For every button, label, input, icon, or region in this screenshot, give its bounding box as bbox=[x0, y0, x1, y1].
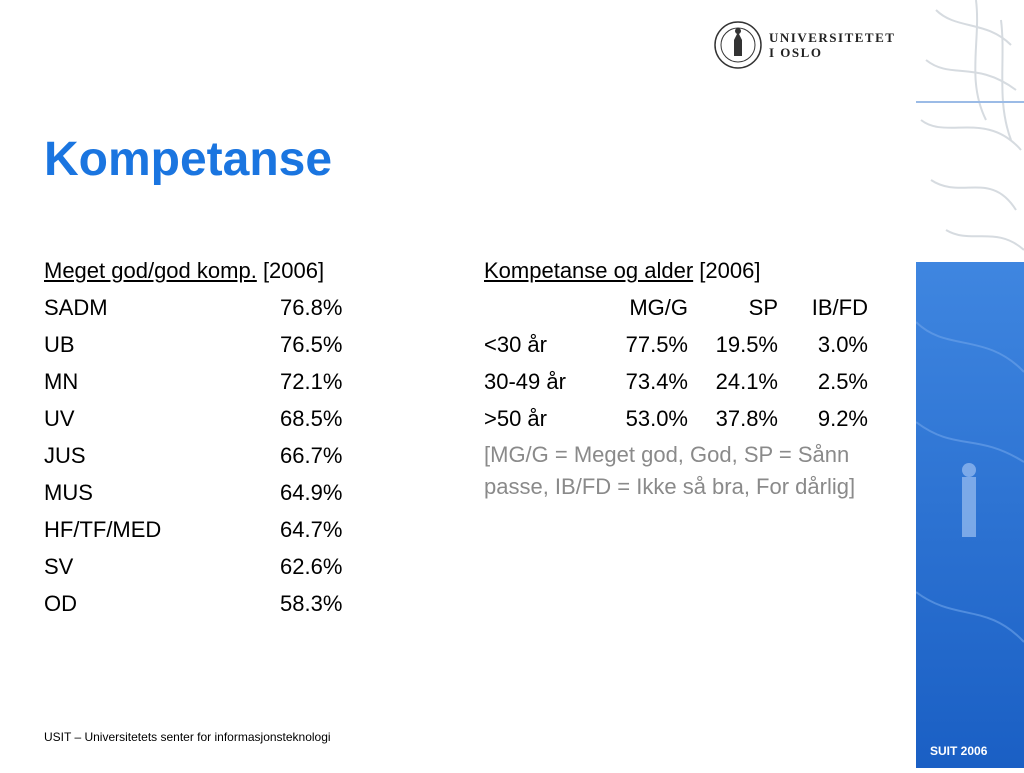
age-table-column-header: IB/FD bbox=[811, 295, 868, 320]
unit-value: 76.5% bbox=[280, 332, 343, 357]
age-table-cell: 9.2% bbox=[817, 406, 868, 431]
age-table-row bbox=[484, 400, 884, 437]
abbreviation-note: [MG/G = Meget god, God, SP = Sånn passe, IB/FD = Ikke så bra, For dårlig] bbox=[484, 442, 856, 499]
unit-label: SV bbox=[44, 554, 74, 579]
age-table-row bbox=[484, 363, 884, 400]
right-heading bbox=[484, 252, 884, 289]
unit-value: 64.7% bbox=[280, 517, 343, 542]
left-heading bbox=[44, 252, 384, 289]
statue-sketch-image bbox=[916, 0, 1024, 262]
age-group-label: 30-49 år bbox=[484, 369, 566, 394]
unit-label: UB bbox=[44, 332, 75, 357]
unit-list bbox=[44, 289, 384, 622]
age-table-column-header: MG/G bbox=[629, 295, 688, 320]
age-table-cell: 19.5% bbox=[715, 332, 778, 357]
right-heading-year: [2006] bbox=[699, 258, 761, 283]
unit-label: UV bbox=[44, 406, 75, 431]
unit-row bbox=[44, 363, 384, 400]
unit-label: JUS bbox=[44, 443, 86, 468]
age-table-cell: 53.0% bbox=[625, 406, 688, 431]
side-decoration-blue-panel bbox=[916, 262, 1024, 768]
unit-row bbox=[44, 437, 384, 474]
unit-label: HF/TF/MED bbox=[44, 517, 162, 542]
unit-row bbox=[44, 326, 384, 363]
age-group-label: <30 år bbox=[484, 332, 547, 357]
university-name-line2: I OSLO bbox=[769, 45, 823, 60]
right-heading-link[interactable]: Kompetanse og alder bbox=[484, 258, 694, 283]
left-heading-link[interactable]: Meget god/god komp. bbox=[44, 258, 257, 283]
age-table-header bbox=[484, 289, 884, 326]
slide-title: Kompetanse bbox=[44, 133, 333, 186]
unit-row bbox=[44, 289, 384, 326]
unit-value: 68.5% bbox=[280, 406, 343, 431]
unit-value: 72.1% bbox=[280, 369, 343, 394]
age-table-row bbox=[484, 326, 884, 363]
unit-row bbox=[44, 400, 384, 437]
age-table-cell: 73.4% bbox=[625, 369, 688, 394]
university-seal-icon bbox=[713, 20, 763, 70]
age-table-cell: 77.5% bbox=[625, 332, 688, 357]
university-name bbox=[769, 30, 895, 60]
age-table-column-header: SP bbox=[748, 295, 778, 320]
age-table bbox=[484, 289, 884, 437]
statue-photo-image bbox=[916, 262, 1024, 768]
unit-value: 66.7% bbox=[280, 443, 343, 468]
unit-label: OD bbox=[44, 591, 77, 616]
age-table-cell: 2.5% bbox=[817, 369, 868, 394]
age-table-cell: 37.8% bbox=[715, 406, 778, 431]
unit-value: 64.9% bbox=[280, 480, 343, 505]
age-table-cell: 24.1% bbox=[715, 369, 778, 394]
unit-value: 62.6% bbox=[280, 554, 343, 579]
unit-row bbox=[44, 548, 384, 585]
unit-label: SADM bbox=[44, 295, 108, 320]
competence-by-age bbox=[484, 252, 884, 503]
unit-label: MN bbox=[44, 369, 79, 394]
footer-org: USIT – Universitetets senter for informasjonsteknologi bbox=[44, 730, 331, 744]
university-logo bbox=[713, 20, 913, 72]
age-group-label: >50 år bbox=[484, 406, 547, 431]
competence-by-unit bbox=[44, 252, 384, 622]
unit-label: MUS bbox=[44, 480, 93, 505]
age-table-cell: 3.0% bbox=[817, 332, 868, 357]
footer-event: SUIT 2006 bbox=[930, 744, 988, 758]
university-name-line1: UNIVERSITETET bbox=[769, 30, 896, 45]
unit-row bbox=[44, 585, 384, 622]
left-heading-year: [2006] bbox=[262, 258, 325, 283]
unit-value: 58.3% bbox=[280, 591, 343, 616]
unit-row bbox=[44, 474, 384, 511]
unit-value: 76.8% bbox=[280, 295, 343, 320]
unit-row bbox=[44, 511, 384, 548]
